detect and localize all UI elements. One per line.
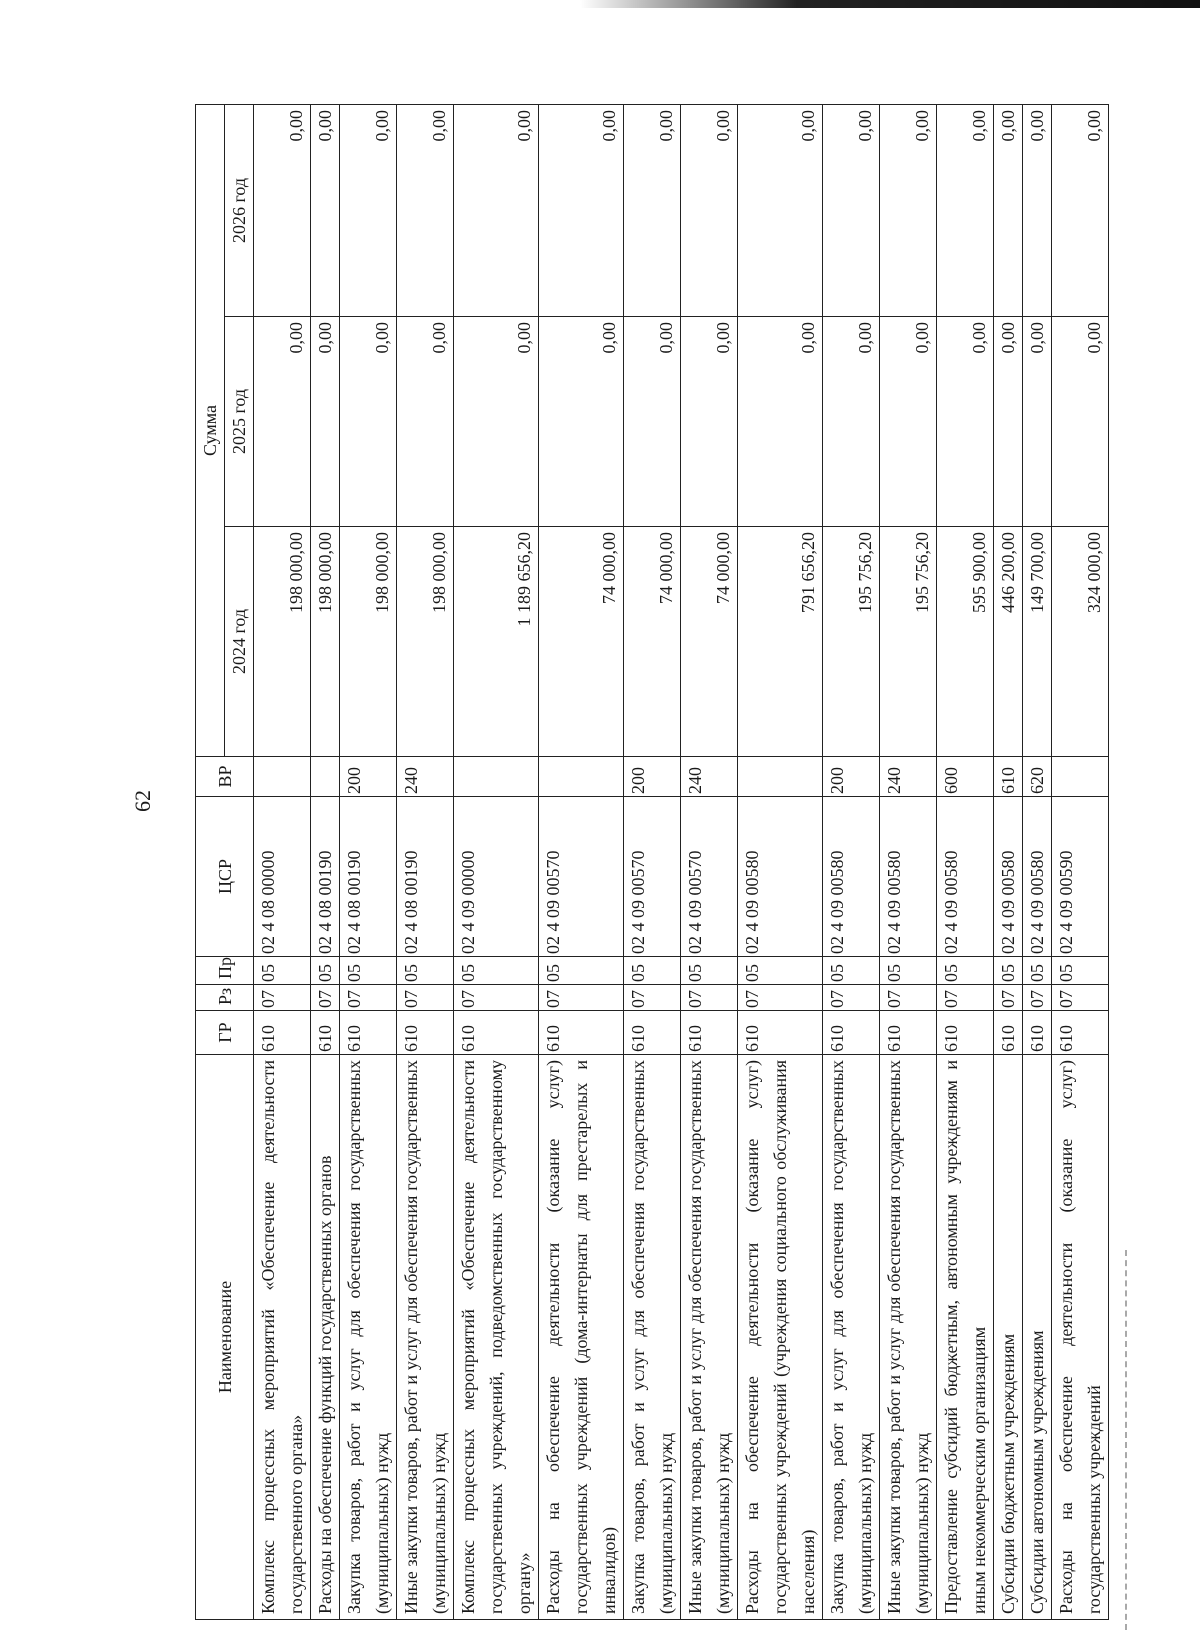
cell-gr: 610 bbox=[937, 1011, 994, 1055]
scan-artifact bbox=[1125, 1250, 1131, 1630]
cell-2026: 0,00 bbox=[397, 105, 454, 317]
cell-2026: 0,00 bbox=[1023, 105, 1052, 317]
table-row bbox=[823, 105, 880, 1620]
table-row bbox=[539, 105, 624, 1620]
cell-csr: 02 4 09 00590 bbox=[1052, 797, 1109, 957]
cell-2024: 198 000,00 bbox=[311, 527, 340, 757]
cell-name: Субсидии бюджетным учреждениям bbox=[994, 1055, 1023, 1620]
cell-2024: 198 000,00 bbox=[397, 527, 454, 757]
cell-pr: 05 bbox=[340, 957, 397, 985]
cell-csr: 02 4 09 00580 bbox=[937, 797, 994, 957]
cell-vr bbox=[539, 757, 624, 797]
header-name: Наименование bbox=[196, 1055, 254, 1620]
cell-vr: 600 bbox=[937, 757, 994, 797]
cell-2026: 0,00 bbox=[823, 105, 880, 317]
cell-2024: 198 000,00 bbox=[254, 527, 311, 757]
cell-gr: 610 bbox=[681, 1011, 738, 1055]
cell-pr: 05 bbox=[1023, 957, 1052, 985]
table-row bbox=[738, 105, 823, 1620]
page-number: 62 bbox=[130, 790, 155, 812]
cell-gr: 610 bbox=[254, 1011, 311, 1055]
cell-pr: 05 bbox=[880, 957, 937, 985]
header-csr: ЦСР bbox=[196, 797, 254, 957]
cell-rz: 07 bbox=[937, 985, 994, 1011]
cell-2024: 149 700,00 bbox=[1023, 527, 1052, 757]
cell-2025: 0,00 bbox=[994, 317, 1023, 527]
cell-pr: 05 bbox=[254, 957, 311, 985]
cell-pr: 05 bbox=[994, 957, 1023, 985]
cell-csr: 02 4 08 00190 bbox=[397, 797, 454, 957]
cell-rz: 07 bbox=[1052, 985, 1109, 1011]
cell-2026: 0,00 bbox=[539, 105, 624, 317]
cell-gr: 610 bbox=[397, 1011, 454, 1055]
cell-gr: 610 bbox=[1023, 1011, 1052, 1055]
cell-rz: 07 bbox=[994, 985, 1023, 1011]
cell-csr: 02 4 09 00580 bbox=[880, 797, 937, 957]
table-row bbox=[994, 105, 1023, 1620]
cell-2024: 791 656,20 bbox=[738, 527, 823, 757]
cell-2026: 0,00 bbox=[254, 105, 311, 317]
cell-2025: 0,00 bbox=[1052, 317, 1109, 527]
cell-rz: 07 bbox=[311, 985, 340, 1011]
cell-vr: 200 bbox=[624, 757, 681, 797]
cell-gr: 610 bbox=[340, 1011, 397, 1055]
cell-name: Комплекс процессных мероприятий «Обеспечение деятельности государственных учреждений, подведомственных государственному органу» bbox=[454, 1055, 539, 1620]
cell-csr: 02 4 09 00570 bbox=[681, 797, 738, 957]
cell-2025: 0,00 bbox=[539, 317, 624, 527]
cell-pr: 05 bbox=[738, 957, 823, 985]
cell-csr: 02 4 08 00190 bbox=[340, 797, 397, 957]
table-row bbox=[1023, 105, 1052, 1620]
cell-pr: 05 bbox=[1052, 957, 1109, 985]
cell-csr: 02 4 08 00000 bbox=[254, 797, 311, 957]
cell-2024: 74 000,00 bbox=[681, 527, 738, 757]
cell-name: Иные закупки товаров, работ и услуг для обеспечения государственных (муниципальных) нужд bbox=[681, 1055, 738, 1620]
cell-2025: 0,00 bbox=[397, 317, 454, 527]
table-row bbox=[624, 105, 681, 1620]
cell-vr bbox=[1052, 757, 1109, 797]
cell-gr: 610 bbox=[624, 1011, 681, 1055]
cell-csr: 02 4 09 00580 bbox=[823, 797, 880, 957]
cell-csr: 02 4 09 00000 bbox=[454, 797, 539, 957]
cell-2026: 0,00 bbox=[994, 105, 1023, 317]
cell-name: Закупка товаров, работ и услуг для обеспечения государственных (муниципальных) нужд bbox=[624, 1055, 681, 1620]
cell-gr: 610 bbox=[539, 1011, 624, 1055]
cell-rz: 07 bbox=[880, 985, 937, 1011]
cell-2026: 0,00 bbox=[681, 105, 738, 317]
cell-2024: 1 189 656,20 bbox=[454, 527, 539, 757]
cell-2026: 0,00 bbox=[937, 105, 994, 317]
table-row bbox=[254, 105, 311, 1620]
cell-csr: 02 4 08 00190 bbox=[311, 797, 340, 957]
cell-2025: 0,00 bbox=[624, 317, 681, 527]
cell-gr: 610 bbox=[823, 1011, 880, 1055]
table-row bbox=[681, 105, 738, 1620]
cell-pr: 05 bbox=[681, 957, 738, 985]
cell-name: Иные закупки товаров, работ и услуг для обеспечения государственных (муниципальных) нужд bbox=[397, 1055, 454, 1620]
cell-2026: 0,00 bbox=[311, 105, 340, 317]
table-row bbox=[880, 105, 937, 1620]
cell-rz: 07 bbox=[539, 985, 624, 1011]
cell-vr bbox=[454, 757, 539, 797]
cell-name: Субсидии автономным учреждениям bbox=[1023, 1055, 1052, 1620]
cell-2025: 0,00 bbox=[254, 317, 311, 527]
cell-2025: 0,00 bbox=[880, 317, 937, 527]
cell-2025: 0,00 bbox=[311, 317, 340, 527]
cell-name: Расходы на обеспечение деятельности (оказание услуг) государственных учреждений (дома-интернаты для престарелых и инвалидов) bbox=[539, 1055, 624, 1620]
scan-edge-line bbox=[580, 0, 1200, 8]
header-rz: Рз bbox=[196, 985, 254, 1011]
cell-2024: 324 000,00 bbox=[1052, 527, 1109, 757]
header-pr: Пр bbox=[196, 957, 254, 985]
table-row bbox=[340, 105, 397, 1620]
cell-rz: 07 bbox=[738, 985, 823, 1011]
cell-vr bbox=[738, 757, 823, 797]
cell-csr: 02 4 09 00570 bbox=[539, 797, 624, 957]
cell-2025: 0,00 bbox=[454, 317, 539, 527]
cell-csr: 02 4 09 00580 bbox=[738, 797, 823, 957]
cell-2024: 195 756,20 bbox=[880, 527, 937, 757]
cell-vr: 200 bbox=[823, 757, 880, 797]
cell-2026: 0,00 bbox=[1052, 105, 1109, 317]
cell-vr: 610 bbox=[994, 757, 1023, 797]
cell-rz: 07 bbox=[681, 985, 738, 1011]
cell-vr: 240 bbox=[681, 757, 738, 797]
cell-2026: 0,00 bbox=[738, 105, 823, 317]
table-row bbox=[937, 105, 994, 1620]
header-2024: 2024 год bbox=[225, 527, 254, 757]
rotated-table-wrapper bbox=[195, 105, 1104, 1620]
cell-2025: 0,00 bbox=[823, 317, 880, 527]
cell-pr: 05 bbox=[397, 957, 454, 985]
cell-vr bbox=[311, 757, 340, 797]
cell-name: Закупка товаров, работ и услуг для обеспечения государственных (муниципальных) нужд bbox=[340, 1055, 397, 1620]
cell-name: Расходы на обеспечение функций государственных органов bbox=[311, 1055, 340, 1620]
cell-vr: 620 bbox=[1023, 757, 1052, 797]
cell-rz: 07 bbox=[624, 985, 681, 1011]
cell-name: Расходы на обеспечение деятельности (оказание услуг) государственных учреждений bbox=[1052, 1055, 1109, 1620]
cell-gr: 610 bbox=[738, 1011, 823, 1055]
cell-2025: 0,00 bbox=[1023, 317, 1052, 527]
cell-2026: 0,00 bbox=[880, 105, 937, 317]
cell-2026: 0,00 bbox=[624, 105, 681, 317]
cell-pr: 05 bbox=[624, 957, 681, 985]
cell-2026: 0,00 bbox=[454, 105, 539, 317]
cell-2025: 0,00 bbox=[340, 317, 397, 527]
cell-2026: 0,00 bbox=[340, 105, 397, 317]
header-vr: ВР bbox=[196, 757, 254, 797]
cell-name: Иные закупки товаров, работ и услуг для обеспечения государственных (муниципальных) нужд bbox=[880, 1055, 937, 1620]
cell-pr: 05 bbox=[311, 957, 340, 985]
cell-rz: 07 bbox=[254, 985, 311, 1011]
cell-2024: 198 000,00 bbox=[340, 527, 397, 757]
table-row bbox=[397, 105, 454, 1620]
cell-gr: 610 bbox=[880, 1011, 937, 1055]
cell-2025: 0,00 bbox=[937, 317, 994, 527]
cell-csr: 02 4 09 00570 bbox=[624, 797, 681, 957]
cell-2024: 195 756,20 bbox=[823, 527, 880, 757]
cell-rz: 07 bbox=[454, 985, 539, 1011]
cell-vr: 240 bbox=[880, 757, 937, 797]
cell-2025: 0,00 bbox=[738, 317, 823, 527]
cell-2024: 74 000,00 bbox=[624, 527, 681, 757]
cell-name: Закупка товаров, работ и услуг для обеспечения государственных (муниципальных) нужд bbox=[823, 1055, 880, 1620]
cell-name: Комплекс процессных мероприятий «Обеспечение деятельности государственного органа» bbox=[254, 1055, 311, 1620]
cell-rz: 07 bbox=[823, 985, 880, 1011]
cell-name: Расходы на обеспечение деятельности (оказание услуг) государственных учреждений (учреждения социального обслуживания населения) bbox=[738, 1055, 823, 1620]
table-row bbox=[1052, 105, 1109, 1620]
cell-rz: 07 bbox=[397, 985, 454, 1011]
cell-gr: 610 bbox=[1052, 1011, 1109, 1055]
cell-vr: 240 bbox=[397, 757, 454, 797]
cell-gr: 610 bbox=[994, 1011, 1023, 1055]
cell-2024: 595 900,00 bbox=[937, 527, 994, 757]
header-gr: ГР bbox=[196, 1011, 254, 1055]
cell-rz: 07 bbox=[340, 985, 397, 1011]
cell-pr: 05 bbox=[539, 957, 624, 985]
cell-pr: 05 bbox=[937, 957, 994, 985]
cell-name: Предоставление субсидий бюджетным, автономным учреждениям и иным некоммерческим организациям bbox=[937, 1055, 994, 1620]
cell-pr: 05 bbox=[823, 957, 880, 985]
table-row bbox=[311, 105, 340, 1620]
header-sum: Сумма bbox=[196, 105, 225, 757]
cell-pr: 05 bbox=[454, 957, 539, 985]
header-2025: 2025 год bbox=[225, 317, 254, 527]
header-row-1 bbox=[196, 105, 225, 1620]
cell-2024: 74 000,00 bbox=[539, 527, 624, 757]
cell-csr: 02 4 09 00580 bbox=[1023, 797, 1052, 957]
cell-vr: 200 bbox=[340, 757, 397, 797]
header-2026: 2026 год bbox=[225, 105, 254, 317]
cell-vr bbox=[254, 757, 311, 797]
cell-gr: 610 bbox=[311, 1011, 340, 1055]
cell-2024: 446 200,00 bbox=[994, 527, 1023, 757]
cell-rz: 07 bbox=[1023, 985, 1052, 1011]
cell-gr: 610 bbox=[454, 1011, 539, 1055]
cell-2025: 0,00 bbox=[681, 317, 738, 527]
cell-csr: 02 4 09 00580 bbox=[994, 797, 1023, 957]
budget-table bbox=[195, 104, 1109, 1620]
table-row bbox=[454, 105, 539, 1620]
